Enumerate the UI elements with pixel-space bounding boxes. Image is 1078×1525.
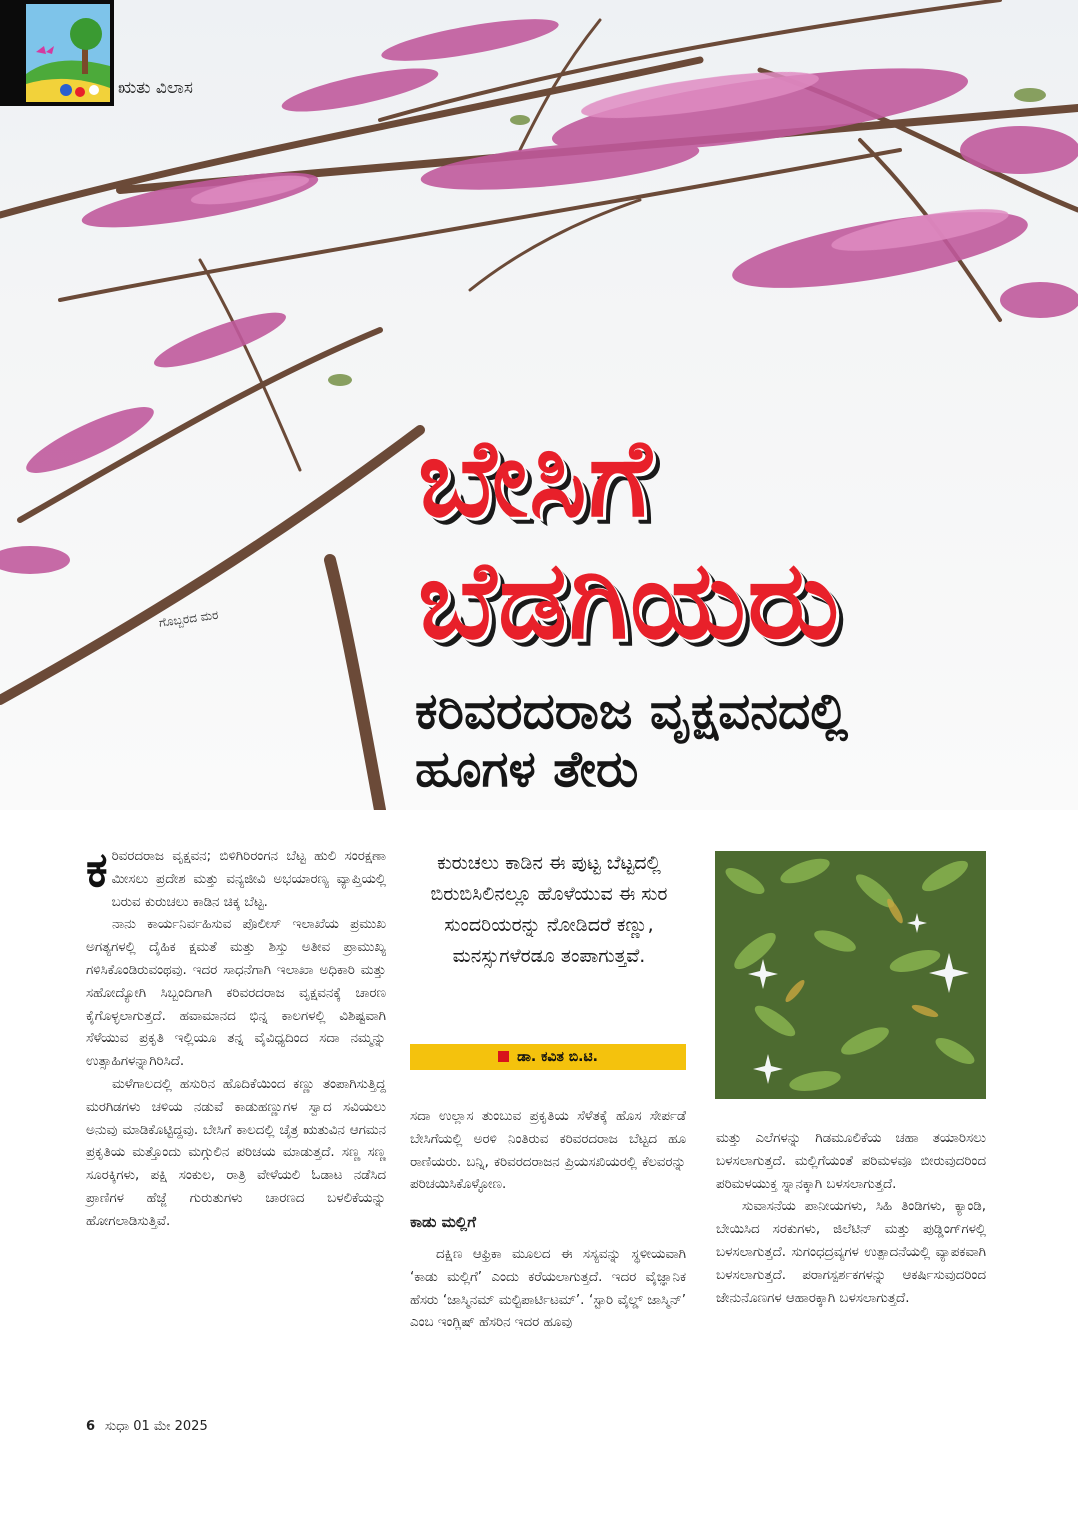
subtitle-line-1: ಕರಿವರದರಾಜ ವೃಕ್ಷವನದಲ್ಲಿ [415,682,849,740]
corner-strip [0,0,22,106]
paragraph: ದಕ್ಷಿಣ ಆಫ್ರಿಕಾ ಮೂಲದ ಈ ಸಸ್ಯವನ್ನು ಸ್ಥಳೀಯವಾಗಿ ‘ಕಾಡು ಮಲ್ಲಿಗೆ’ ಎಂದು ಕರೆಯಲಾಗುತ್ತದೆ. ಇದರ ವೈಜ್ಞಾನಿಕ ಹೆಸರು ‘ಜಾಸ್ಮಿನಮ್ ಮಲ್ಟಿಪಾರ್ಟಿಟಮ್’. ‘ಸ್ಟಾರಿ ವೈಲ್ಡ್ ಜಾಸ್ಮಿನ್’ ಎಂಬ ಇಂಗ್ಲಿಷ್ ಹೆಸರಿನ ಇದರ ಹೂವು [410,1246,686,1331]
page-footer [86,1419,208,1434]
section-logo [22,0,114,106]
drop-cap: ಕ [86,842,108,898]
section-label: ಋತು ವಿಲಾಸ [118,78,193,98]
square-bullet-icon [498,1051,509,1062]
article-column-3 [716,1128,986,1310]
title-line-2: ಬೆಡಗಿಯರು [418,538,842,663]
article-column-2 [410,1106,686,1335]
jasmine-plant-illustration [715,851,986,1099]
issue-info: ಸುಧಾ 01 ಮೇ 2025 [105,1419,208,1434]
article-title [418,418,1058,662]
title-line-1: ಬೇಸಿಗೆ [418,416,654,541]
paragraph: ಸುವಾಸನೆಯ ಪಾನೀಯಗಳು, ಸಿಹಿ ತಿಂಡಿಗಳು, ಕ್ಯಾಂಡಿ, ಬೇಯಿಸಿದ ಸರಕುಗಳು, ಜಿಲೆಟಿನ್ ಮತ್ತು ಪುಡ್ಡಿಂಗ್‌ಗಳಲ್ಲಿ ಬಳಸಲಾಗುತ್ತದೆ. ಸುಗಂಧದ್ರವ್ಯಗಳ ಉತ್ಪಾದನೆಯಲ್ಲಿ ವ್ಯಾಪಕವಾಗಿ ಬಳಸಲಾಗುತ್ತದೆ. ಪರಾಗಸ್ಪರ್ಶಕಗಳನ್ನು ಆಕರ್ಷಿಸುವುದರಿಂದ ಜೇನುನೊಣಗಳ ಆಹಾರಕ್ಕಾಗಿ ಬಳಸಲಾಗುತ್ತದೆ. [716,1199,986,1306]
landscape-butterfly-icon [26,4,110,102]
paragraph: ಮಳೆಗಾಲದಲ್ಲಿ ಹಸುರಿನ ಹೊದಿಕೆಯಿಂದ ಕಣ್ಣು ತಂಪಾಗಿಸುತ್ತಿದ್ದ ಮರಗಿಡಗಳು ಚಳಿಯ ನಡುವೆ ಕಾಡುಹಣ್ಣುಗಳ ಸ್ವಾದ ಸವಿಯಲು ಅನುವು ಮಾಡಿಕೊಟ್ಟಿದ್ದವು. ಬೇಸಿಗೆ ಕಾಲದಲ್ಲಿ ಚೈತ್ರ ಋತುವಿನ ಆಗಮನ ಪ್ರಕೃತಿಯ ಮತ್ತೊಂದು ಮಗ್ಗುಲಿನ ಪರಿಚಯ ಮಾಡುತ್ತದೆ. ಸಣ್ಣ ಸಣ್ಣ ಸೂರಕ್ಕಿಗಳು, ಪಕ್ಷಿ ಸಂಕುಲ, ರಾತ್ರಿ ವೇಳೆಯಲಿ ಓಡಾಟ ನಡೆಸಿದ ಪ್ರಾಣಿಗಳ ಹೆಜ್ಜೆ ಗುರುತುಗಳು ಚಾರಣದ ಬಳಲಿಕೆಯನ್ನು ಹೋಗಲಾಡಿಸುತ್ತಿವೆ. [86,1076,386,1229]
article-column-1 [86,842,386,1234]
wild-jasmine-photo [715,851,986,1099]
photo-caption: ಗೊಬ್ಬರದ ಮರ [158,607,220,630]
section-heading: ಕಾಡು ಮಲ್ಲಿಗೆ [410,1213,476,1232]
author-byline: ಡಾ. ಕವಿತ ಬಿ.ಟಿ. [410,1044,686,1070]
article-subtitle [415,682,1055,798]
paragraph: ಮತ್ತು ಎಲೆಗಳನ್ನು ಗಿಡಮೂಲಿಕೆಯ ಚಹಾ ತಯಾರಿಸಲು ಬಳಸಲಾಗುತ್ತದೆ. ಮಲ್ಲಿಗೆಯಂತೆ ಪರಿಮಳವೂ ಬೀರುವುದರಿಂದ ಪರಿಮಳಯುಕ್ತ ಸ್ನಾನಕ್ಕಾಗಿ ಬಳಸಲಾಗುತ್ತದೆ. [716,1131,986,1192]
page-number: 6 [86,1419,96,1434]
pull-quote: ಕುರುಚಲು ಕಾಡಿನ ಈ ಪುಟ್ಟ ಬೆಟ್ಟದಲ್ಲಿ ಬಿರುಬಿಸಿಲಿನಲ್ಲೂ ಹೊಳೆಯುವ ಈ ಸುರ ಸುಂದರಿಯರನ್ನು ನೋಡಿದರೆ ಕಣ್ಣು, ಮನಸ್ಸುಗಳೆರಡೂ ತಂಪಾಗುತ್ತವೆ. [430,852,668,967]
paragraph: ಸದಾ ಉಲ್ಲಾಸ ತುಂಬುವ ಪ್ರಕೃತಿಯ ಸೆಳೆತಕ್ಕೆ ಹೊಸ ಸೇರ್ಪಡೆ ಬೇಸಿಗೆಯಲ್ಲಿ ಅರಳಿ ನಿಂತಿರುವ ಕರಿವರದರಾಜ ಬೆಟ್ಟದ ಹೂ ರಾಣಿಯರು. ಬನ್ನಿ, ಕರಿವರದರಾಜನ ಪ್ರಿಯಸಖಿಯರಲ್ಲಿ ಕೆಲವರನ್ನು ಪರಿಚಯಿಸಿಕೊಳ್ಳೋಣ. [410,1109,686,1193]
paragraph: ನಾನು ಕಾರ್ಯನಿರ್ವಹಿಸುವ ಪೊಲೀಸ್ ಇಲಾಖೆಯ ಪ್ರಮುಖ ಅಗತ್ಯಗಳಲ್ಲಿ ದೈಹಿಕ ಕ್ಷಮತೆ ಮತ್ತು ಶಿಸ್ತು ಅತೀವ ಪ್ರಾಮುಖ್ಯ ಗಳಿಸಿಕೊಂಡಿರುವಂಥವು. ಇದರ ಸಾಧನೆಗಾಗಿ ಇಲಾಖಾ ಅಧಿಕಾರಿ ಮತ್ತು ಸಹೋದ್ಯೋಗಿ ಸಿಬ್ಬಂದಿಗಾಗಿ ಕರಿವರದರಾಜ ವೃಕ್ಷವನಕ್ಕೆ ಚಾರಣ ಕೈಗೊಳ್ಳಲಾಗುತ್ತದೆ. ಹವಾಮಾನದ ಭಿನ್ನ ಕಾಲಗಳಲ್ಲಿ ವಿಶಿಷ್ಟವಾಗಿ ಸೆಳೆಯುವ ಪ್ರಕೃತಿ ಇಲ್ಲಿಯೂ ತನ್ನ ವೈವಿಧ್ಯದಿಂದ ಸದಾ ನಮ್ಮನ್ನು ಉತ್ಸಾಹಿಗಳನ್ನಾಗಿರಿಸಿದೆ. [86,917,386,1070]
subtitle-line-2: ಹೂಗಳ ತೇರು [415,740,639,798]
paragraph: ಕರಿವರದರಾಜ ವೃಕ್ಷವನ; ಬಿಳಿಗಿರಿರಂಗನ ಬೆಟ್ಟ ಹುಲಿ ಸಂರಕ್ಷಣಾ ಮೀಸಲು ಪ್ರದೇಶ ಮತ್ತು ವನ್ಯಜೀವಿ ಅಭಯಾರಣ್ಯ ವ್ಯಾಪ್ತಿಯಲ್ಲಿ ಬರುವ ಕುರುಚಲು ಕಾಡಿನ ಚಿಕ್ಕ ಬೆಟ್ಟ. [86,842,386,910]
